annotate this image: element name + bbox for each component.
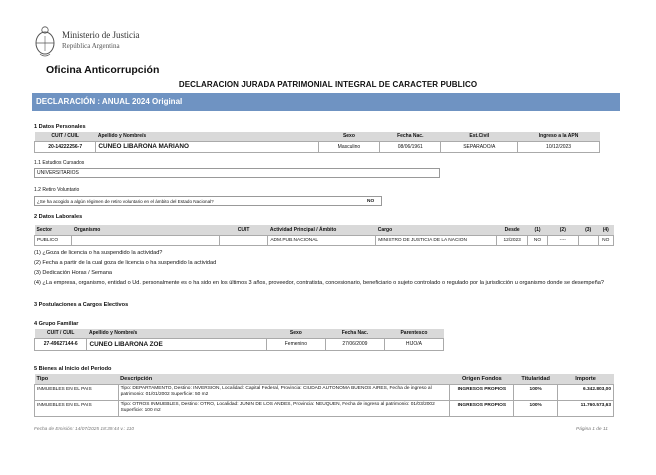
col-birth: Fecha Nac.: [397, 133, 424, 140]
ministry-name: [62, 30, 140, 52]
retirement-box: [34, 196, 382, 206]
sex-value: Masculino: [318, 141, 379, 152]
personal-data-table: [34, 132, 600, 153]
col-sex: Sexo: [342, 133, 355, 140]
col-note-4: (4): [602, 226, 609, 233]
office-title: Oficina Anticorrupción: [46, 64, 160, 76]
table-row: [35, 235, 614, 245]
coat-of-arms-icon: [34, 24, 56, 58]
section-personal-data-title: 1 Datos Personales: [34, 124, 86, 130]
col-importe: Importe: [575, 375, 596, 382]
sector-value: PUBLICO: [35, 235, 72, 245]
col-cargo: Cargo: [377, 226, 393, 233]
family-name-value: CUNEO LIBARONA ZOE: [87, 338, 266, 350]
col-activity: Actividad Principal / Ámbito: [269, 226, 337, 233]
col-titularidad: Titularidad: [521, 375, 550, 382]
country-name: República Argentina: [62, 42, 120, 50]
col-descripcion: Descripción: [120, 375, 153, 382]
col-tipo: Tipo: [36, 375, 49, 382]
assets-table: [34, 374, 614, 417]
col-desde: Desde: [504, 226, 520, 233]
note-2-value: ----: [547, 235, 578, 245]
work-note-3: (3) Dedicación Horas / Semana: [34, 270, 113, 276]
note-1-value: NO: [528, 235, 548, 245]
col-note-3: (3): [585, 226, 592, 233]
section-studies-title: 1.1 Estudios Cursados: [34, 160, 85, 166]
asset-titularidad: 100%: [514, 400, 558, 416]
col-origen: Origen Fondos: [461, 375, 502, 382]
asset-desc: Tipo: OTROS INMUEBLES, Destino: OTRO, Localidad: JUNIN DE LOS ANDES, Provincia: NEUQUEN, Fecha de ingreso al patrimonio: 01/03/2002 Superficie: 100 m2: [118, 400, 450, 416]
organismo-value: [72, 235, 220, 245]
document-title: DECLARACION JURADA PATRIMONIAL INTEGRAL DE CARACTER PUBLICO: [178, 80, 478, 89]
col-cuit: CUIT / CUIL: [51, 133, 79, 140]
work-note-1: (1) ¿Goza de licencia o ha suspendido la actividad?: [34, 250, 163, 256]
retirement-answer: NO: [367, 199, 375, 204]
section-candidacies-title: 3 Postulaciones a Cargos Electivos: [34, 302, 129, 308]
section-retirement-title: 1.2 Retiro Voluntario: [34, 187, 80, 193]
family-sex-value: Femenino: [266, 338, 325, 350]
asset-origen: INGRESOS PROPIOS: [450, 384, 514, 400]
cargo-value: MINISTRO DE JUSTICIA DE LA NACION: [376, 235, 497, 245]
table-row: [35, 400, 614, 416]
col-name: Apellido y Nombre/s: [97, 133, 147, 140]
table-row: [35, 338, 444, 350]
col-family-name: Apellido y Nombre/s: [88, 330, 138, 337]
section-family-title: 4 Grupo Familiar: [34, 321, 79, 327]
section-work-title: 2 Datos Laborales: [34, 214, 83, 220]
col-family-relation: Parentesco: [400, 330, 428, 337]
declaration-bar: DECLARACIÓN : ANUAL 2024 Original: [32, 93, 620, 111]
civil-value: SEPARADO/A: [441, 141, 518, 152]
section-assets-title: 5 Bienes al Inicio del Periodo: [34, 366, 112, 372]
ingreso-value: 10/12/2023: [518, 141, 600, 152]
desde-value: 12/2023: [497, 235, 528, 245]
cuit-value: 20-14222256-7: [35, 141, 96, 152]
work-note-2: (2) Fecha a partir de la cual goza de licencia o ha suspendido la actividad: [34, 260, 217, 266]
col-work-cuit: CUIT: [237, 226, 250, 233]
family-cuit-value: 27-49627144-6: [35, 338, 87, 350]
col-note-1: (1): [534, 226, 541, 233]
col-family-sex: Sexo: [289, 330, 302, 337]
ministry-title: Ministerio de Justicia: [62, 30, 140, 40]
birth-value: 08/06/1961: [380, 141, 441, 152]
work-data-table: [34, 225, 614, 246]
asset-origen: INGRESOS PROPIOS: [450, 400, 514, 416]
family-birth-value: 27/06/2009: [325, 338, 384, 350]
col-sector: Sector: [36, 226, 53, 233]
asset-importe: 11.760.573,63: [558, 400, 614, 416]
table-row: [35, 141, 600, 152]
col-civil: Est.Civil: [469, 133, 490, 140]
note-3-value: [578, 235, 598, 245]
col-family-cuit: CUIT / CUIL: [46, 330, 75, 337]
asset-tipo: INMUEBLES EN EL PAIS: [35, 400, 119, 416]
asset-titularidad: 100%: [514, 384, 558, 400]
col-ingreso: Ingreso a la APN: [538, 133, 579, 140]
col-note-2: (2): [559, 226, 566, 233]
activity-value: ADM.PUB.NACIONAL: [268, 235, 376, 245]
asset-tipo: INMUEBLES EN EL PAIS: [35, 384, 119, 400]
retirement-question: ¿Se ha acogido a algún régimen de retiro voluntario en el ámbito del Estado Nacional?: [37, 199, 214, 204]
family-relation-value: HIJO/A: [384, 338, 443, 350]
col-organismo: Organismo: [73, 226, 101, 233]
col-family-birth: Fecha Nac.: [341, 330, 369, 337]
asset-desc: Tipo: DEPARTAMENTO, Destino: INVERSION, Localidad: Capital Federal, Provincia: CIUDAD AUTONOMA BUENOS AIRES, Fecha de ingreso al patrimonio: 01/01/2002 Superficie: 50 m2: [118, 384, 450, 400]
work-note-4: (4) ¿La empresa, organismo, entidad o Ud. personalmente es o ha sido en los últimos 3 años, proveedor, contratista, concesionario, beneficiario o sujeto controlado o regulado por la jurisdicción u organismo donde se desempeña?: [34, 280, 604, 286]
studies-value: UNIVERSITARIOS: [34, 168, 440, 178]
note-4-value: NO: [598, 235, 613, 245]
name-value: CUNEO LIBARONA MARIANO: [96, 141, 318, 152]
asset-importe: 6.342.803,00: [558, 384, 614, 400]
work-cuit-value: [219, 235, 267, 245]
footer-page-number: Página 1 de 11: [576, 427, 608, 432]
table-row: [35, 384, 614, 400]
footer-issue-date: Fecha de Emisión: 14/07/2025 18:39:44 v.: 110: [34, 427, 135, 432]
family-table: [34, 329, 444, 351]
